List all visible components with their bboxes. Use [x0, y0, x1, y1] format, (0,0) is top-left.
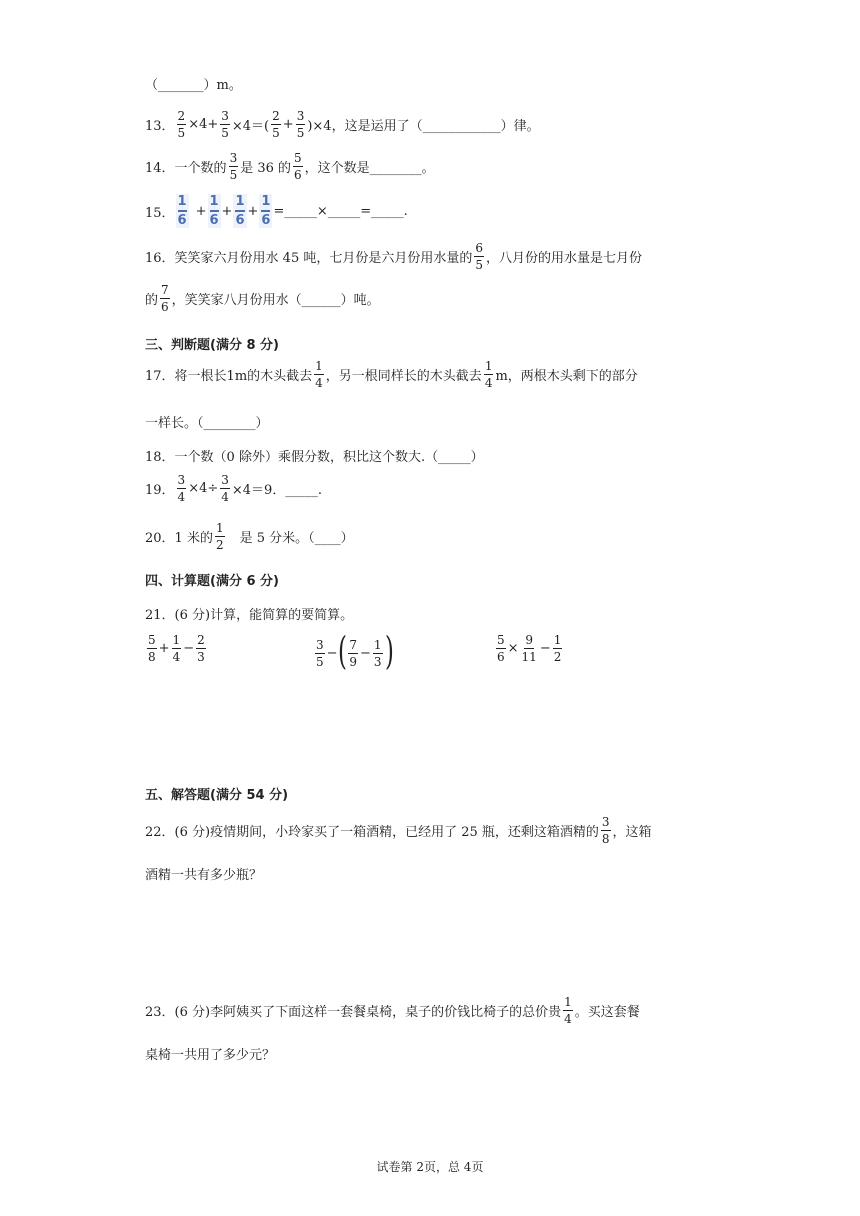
fraction: $\frac{3}{5}$ [296, 109, 305, 140]
fraction: $\frac{1}{4}$ [564, 995, 572, 1026]
question-22-cont: 酒精一共有多少瓶？ [145, 868, 263, 883]
fraction: $\frac{5}{6}$ [294, 151, 302, 182]
question-20: 20． 1 米的 $\frac{1}{2}$ 是 5 分米。（____） [145, 521, 354, 552]
fraction: $\frac{2}{5}$ [272, 109, 280, 140]
question-21: 21．(6 分)计算，能简算的要简算。 [145, 608, 354, 623]
fraction-image: 1 6 [177, 194, 187, 228]
right-paren: ) [384, 629, 394, 673]
question-14: 14． 一个数的 $\frac{3}{5}$ 是 36 的 $\frac{5}{6}$ ，这个数是________。 [145, 151, 435, 182]
fraction: $\frac{3}{5}$ [316, 637, 324, 669]
fraction-image: $\frac{1}{6}$ [235, 194, 245, 228]
question-13: 13． $\frac{2}{5}$ ×4+ $\frac{3}{5}$ ×4＝( $\frac{2}{5}$ + $\frac{3}{5}$ )×4，这是运用了（____________）律。 [145, 109, 540, 140]
question-23-cont: 桌椅一共用了多少元？ [145, 1048, 276, 1063]
calc-expression-2: $\frac{3}{5}$ − ( $\frac{7}{9}$ − $\frac{1}{3}$ ) [316, 629, 394, 673]
fraction: $\frac{1}{4}$ [172, 633, 181, 664]
section-title-word-problems: 五、解答题(满分 54 分) [145, 788, 289, 803]
question-18: 18．一个数（0 除外）乘假分数，积比这个数大.（_____） [145, 450, 484, 465]
fraction: $\frac{3}{5}$ [221, 109, 229, 140]
fraction: $\frac{2}{5}$ [177, 109, 186, 140]
question-17: 17． 将一根长1m的木头截去 $\frac{1}{4}$ ，另一根同样长的木头截去 $\frac{1}{4}$ m，两根木头剩下的部分 [145, 359, 638, 390]
question-15: 15． 1 6 + $\frac{1}{6}$ + $\frac{1}{6}$ + $\frac{1}{6}$ =_____×_____=_____. [145, 194, 408, 228]
section-title-calculation: 四、计算题(满分 6 分) [145, 574, 279, 589]
fraction: $\frac{7}{9}$ [349, 637, 358, 669]
section-title-judgement: 三、判断题(满分 8 分) [145, 338, 279, 353]
fraction-image: $\frac{1}{6}$ [261, 194, 271, 228]
question-16: 16． 笑笑家六月份用水 45 吨，七月份是六月份用水量的 $\frac{6}{5}$ ，八月份的用水量是七月份 [145, 241, 643, 272]
fraction: $\frac{3}{5}$ [229, 151, 238, 182]
fraction-image: $\frac{1}{6}$ [209, 194, 219, 228]
left-paren: ( [337, 629, 347, 673]
fraction: $\frac{5}{6}$ [497, 633, 505, 664]
fraction: $\frac{1}{2}$ [553, 633, 562, 664]
calc-expression-3: $\frac{5}{6}$ × $\frac{9}{11}$ − $\frac{1}{2}$ [497, 633, 562, 664]
fraction: $\frac{1}{4}$ [315, 359, 323, 390]
fraction: $\frac{2}{3}$ [197, 633, 205, 664]
fraction: $\frac{1}{3}$ [373, 637, 382, 669]
fraction: $\frac{3}{4}$ [177, 473, 186, 504]
question-23: 23．(6 分)李阿姨买了下面这样一套餐桌椅，桌子的价钱比椅子的总价贵 $\frac{1}{4}$ 。买这套餐 [145, 995, 640, 1026]
question-16-cont: 的 $\frac{7}{6}$ ，笑笑家八月份用水（______）吨。 [145, 283, 380, 314]
fraction: $\frac{3}{4}$ [221, 473, 229, 504]
fraction: $\frac{7}{6}$ [161, 283, 169, 314]
fraction: $\frac{5}{8}$ [148, 633, 156, 664]
question-19: 19． $\frac{3}{4}$ ×4÷ $\frac{3}{4}$ ×4＝9．_____. [145, 473, 322, 504]
fraction: $\frac{9}{11}$ [521, 633, 537, 664]
fraction: $\frac{3}{8}$ [601, 815, 610, 846]
question-22: 22．(6 分)疫情期间，小玲家买了一箱酒精，已经用了 25 瓶，还剩这箱酒精的 $\frac{3}{8}$ ，这箱 [145, 815, 652, 846]
q12-tail: （_______）m。 [145, 78, 242, 93]
question-17-cont: 一样长。（________） [145, 416, 269, 431]
page-footer: 试卷第 2页，总 4页 [376, 1160, 484, 1174]
calc-expression-1: $\frac{5}{8}$ + $\frac{1}{4}$ − $\frac{2}{3}$ [148, 633, 205, 664]
fraction: $\frac{1}{2}$ [215, 521, 224, 552]
fraction: $\frac{1}{4}$ [484, 359, 493, 390]
fraction: $\frac{6}{5}$ [475, 241, 483, 272]
